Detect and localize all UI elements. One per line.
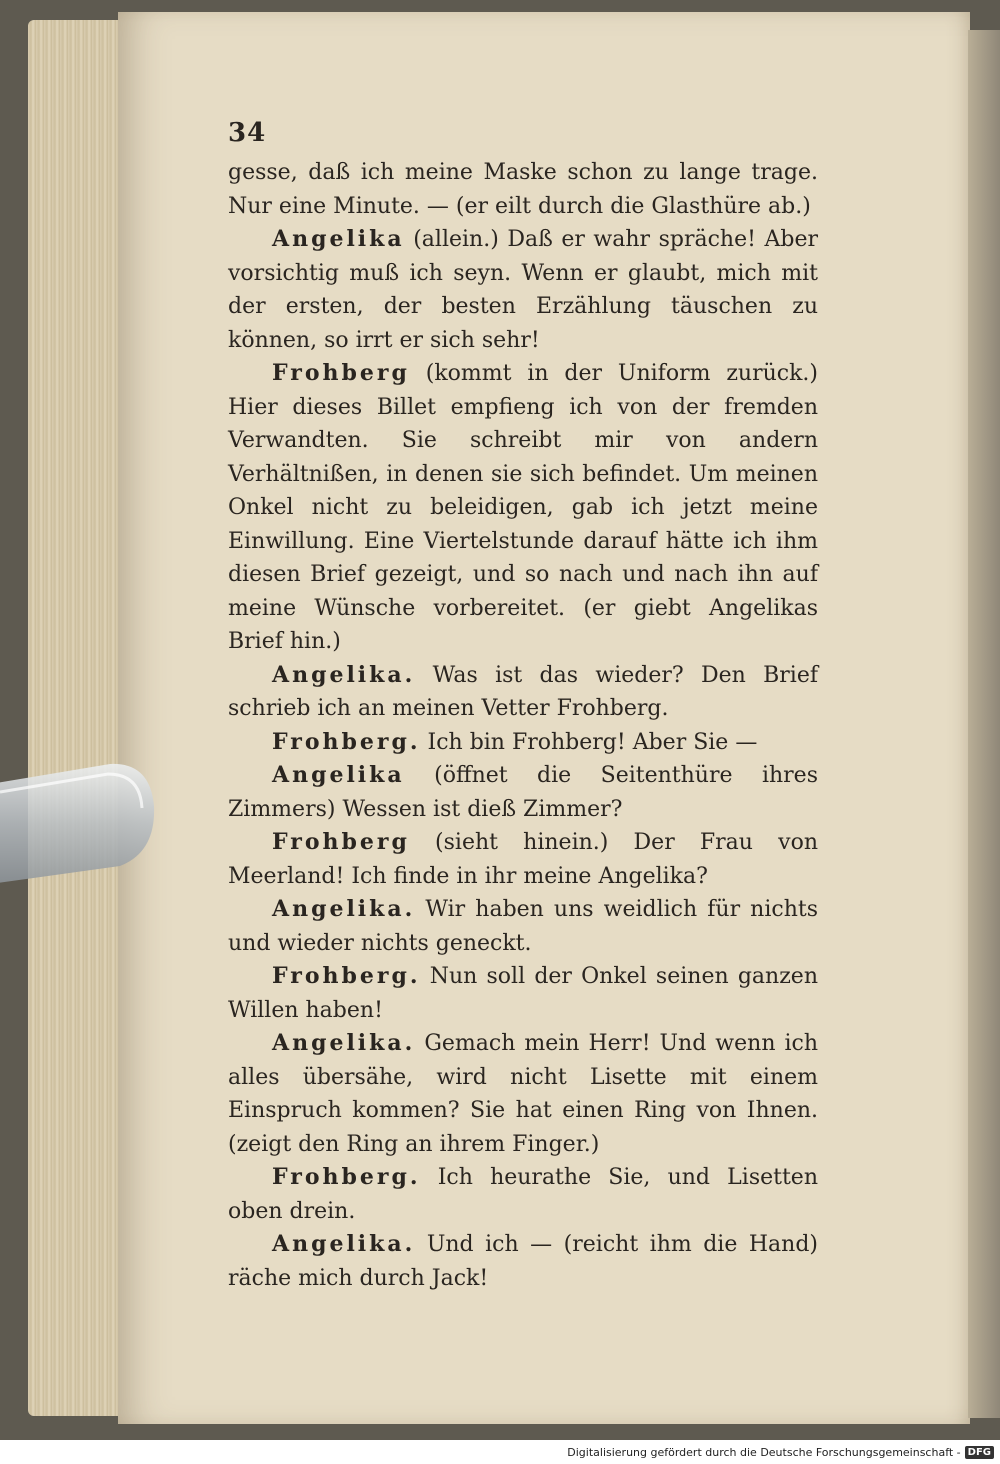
paragraph-text: gesse, daß ich meine Maske schon zu lange trage. Nur eine Minute. — (er eilt durch die Glasthüre ab.) [228,160,818,219]
paragraph-text: Ich heurathe Sie, und Lisetten oben drein. [228,1165,818,1224]
paragraph [228,1228,818,1295]
speaker-name: Angelika [272,226,405,252]
paragraph-text: Was ist das wieder? Den Brief schrieb ich an meinen Vetter Frohberg. [228,662,818,721]
speaker-name: Frohberg. [272,728,421,755]
speaker-name: Angelika. [272,1231,416,1257]
paragraph [228,1027,818,1161]
paragraph-text: (allein.) Daß er wahr spräche! Aber vorsichtig muß ich seyn. Wenn er glaubt, mich mit der ersten, der besten Erzählung täuschen zu können, so irrt er sich sehr! [228,227,818,353]
paragraph [228,893,818,960]
paragraph [228,659,818,726]
paragraph-text: Und ich — (reicht ihm die Hand) räche mich durch Jack! [228,1232,819,1291]
footer-credit-bar [0,1440,1000,1464]
paragraph-text: (kommt in der Uniform zurück.) Hier dieses Billet empfieng ich von der fremden Verwandten. Sie schreibt mir von andern Verhältnißen, in denen sie sich befindet. Um meinen Onkel nicht zu beleidigen, gab ich jetzt meine Einwillung. Eine Viertelstunde darauf hätte ich ihm diesen Brief gezeigt, und so nach und nach ihn auf meine Wünsche vorbereitet. (er giebt Angelikas Brief hin.) [228,361,818,654]
paragraph-text: Wir haben uns weidlich für nichts und wieder nichts geneckt. [228,897,818,956]
speaker-name: Angelika. [272,1030,416,1056]
speaker-name: Frohberg [272,829,410,855]
paragraph [228,223,818,357]
speaker-name: Angelika. [272,896,416,922]
page-text [228,118,818,1295]
paragraph-text: Nun soll der Onkel seinen ganzen Willen haben! [228,964,818,1023]
paragraph [228,357,818,659]
speaker-name: Angelika. [272,661,416,688]
paragraph-text: Ich bin Frohberg! Aber Sie — [427,729,758,755]
page-number: 34 [228,118,267,148]
speaker-name: Frohberg [272,360,410,386]
paragraph [228,759,818,826]
facing-page-edge [968,30,1000,1418]
speaker-name: Frohberg. [272,1164,421,1190]
footer-credit: Digitalisierung gefördert durch die Deutsche Forschungsgemeinschaft - [567,1445,961,1459]
paragraph-text: (öffnet die Seitenthüre ihres Zimmers) Wessen ist dieß Zimmer? [228,763,818,822]
paragraph-text: (sieht hinein.) Der Frau von Meerland! Ich finde in ihr meine Angelika? [228,830,818,889]
paragraph [228,826,818,893]
paragraph [228,1161,818,1228]
dfg-logo: DFG [965,1446,994,1459]
paragraph [228,156,818,223]
paragraphs [228,156,818,1295]
speaker-name: Frohberg. [272,963,421,989]
paragraph-text: Gemach mein Herr! Und wenn ich alles übersähe, wird nicht Lisette mit einem Einspruch kommen? Sie hat einen Ring von Ihnen. (zeigt den Ring an ihrem Finger.) [228,1031,819,1157]
speaker-name: Angelika [272,762,405,788]
paragraph [228,726,818,760]
paragraph [228,960,818,1027]
page-clip-holder [0,762,158,884]
